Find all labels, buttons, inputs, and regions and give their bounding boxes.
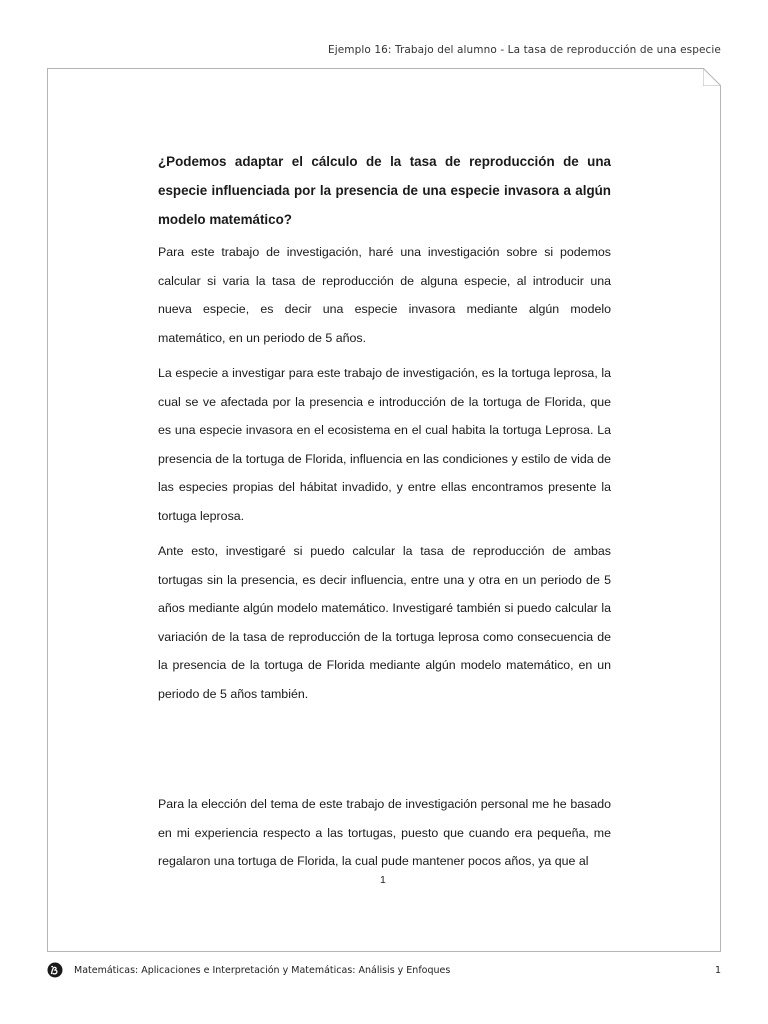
- paragraph-species: La especie a investigar para este trabajo de investigación, es la tortuga leprosa, la cual se ve afectada por la presencia e introducción de la tortuga de Florida, que es una especie invasora en el ecosistema en el cual habita la tortuga Leprosa. La presencia de la tortuga de Florida, influencia en las condiciones y estilo de vida de las especies propias del hábitat invadido, y entre ellas encontramos presente la tortuga leprosa.: [158, 366, 611, 523]
- paragraph-method: Ante esto, investigaré si puedo calcular la tasa de reproducción de ambas tortugas sin la presencia, es decir influencia, entre una y otra en un periodo de 5 años mediante algún modelo matemático. Investigaré también si puedo calcular la variación de la tasa de reproducción de la tortuga leprosa como consecuencia de la presencia de la tortuga de Florida mediante algún modelo matemático, en un periodo de 5 años también.: [158, 544, 611, 701]
- ib-logo-icon: [47, 962, 63, 978]
- paragraph-introduction: Para este trabajo de investigación, haré una investigación sobre si podemos calcular si varia la tasa de reproducción de alguna especie, al introducir una nueva especie, es decir una especie invasora mediante algún modelo matemático, en un periodo de 5 años.: [158, 245, 611, 345]
- document-question-title: ¿Podemos adaptar el cálculo de la tasa de reproducción de una especie influenciada por la presencia de una especie invasora a algún modelo matemático?: [158, 154, 611, 227]
- embedded-document-page: [47, 68, 721, 952]
- page-footer: [47, 962, 721, 978]
- document-page-number: 1: [380, 874, 386, 886]
- footer-page-number: 1: [714, 965, 721, 976]
- footer-course-title: Matemáticas: Aplicaciones e Interpretación y Matemáticas: Análisis y Enfoques: [74, 965, 451, 976]
- page-header-title: Ejemplo 16: Trabajo del alumno - La tasa de reproducción de una especie: [327, 44, 721, 56]
- document-body: [158, 147, 611, 883]
- paragraph-motivation: Para la elección del tema de este trabajo de investigación personal me he basado en mi experiencia respecto a las tortugas, puesto que cuando era pequeña, me regalaron una tortuga de Florida, la cual pude mantener pocos años, ya que al: [158, 797, 611, 868]
- folded-corner-icon: [703, 68, 721, 86]
- folded-corner: [703, 68, 721, 86]
